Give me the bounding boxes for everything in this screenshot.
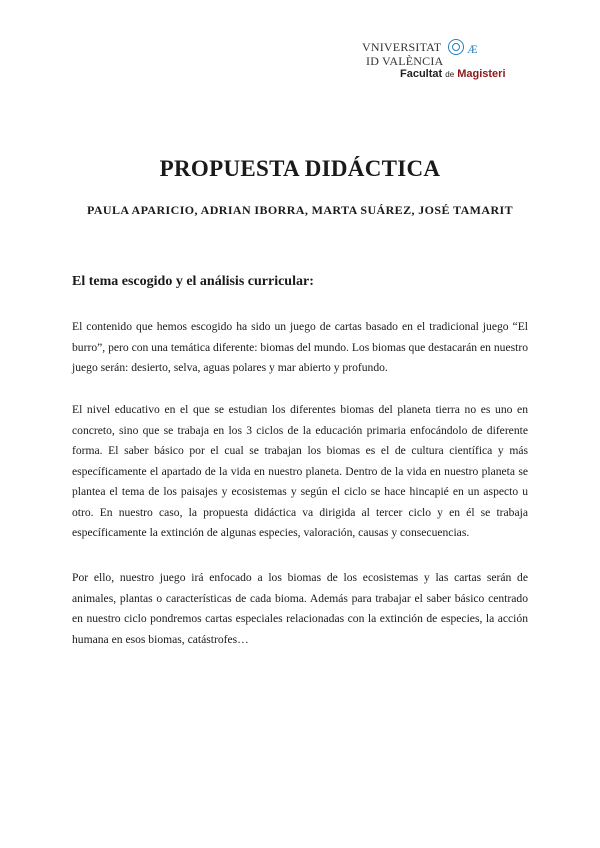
logo-emblem-letters: Æ (467, 42, 478, 56)
body-paragraph-3: Por ello, nuestro juego irá enfocado a los biomas de los ecosistemas y las cartas serán de animales, plantas o características de cada bioma. Además para trabajar el saber básico centrado en nuestro ciclo pondremos cartas especiales relacionadas con la extinción de especies, la acción humana en esos biomas, catástrofes… (72, 571, 528, 646)
logo-faculty-name (400, 68, 506, 80)
logo-university-name-line2: ID VALÈNCIA (366, 54, 444, 68)
logo-faculty-prefix: Facultat (400, 68, 443, 80)
logo-faculty-suffix: Magisteri (457, 68, 506, 80)
university-logo (362, 38, 532, 84)
document-title: PROPUESTA DIDÁCTICA (159, 156, 441, 181)
logo-university-name-line1: VNIVERSITAT (362, 40, 442, 54)
body-paragraph-1: El contenido que hemos escogido ha sido un juego de cartas basado en el tradicional juego “El burro”, pero con una temática diferente: biomas del mundo. Los biomas que destacarán en nuestro juego serán: desierto, selva, aguas polares y mar abierto y profundo. (72, 320, 528, 374)
body-paragraph-2: El nivel educativo en el que se estudian los diferentes biomas del planeta tierra no es uno en concreto, sino que se trabaja en los 3 ciclos de la educación primaria enfocándolo de diferente forma. El saber básico por el cual se trabajan los biomas es el de cultura científica y más específicamente el apartado de la vida en nuestro planeta. Dentro de la vida en nuestro planeta se plantea el tema de los paisajes y ecosistemas y según el ciclo se hace hincapié en un aspecto u otro. En nuestro caso, la propuesta didáctica va dirigida al tercer ciclo y en él se trabaja específicamente la extinción de algunas especies, valoración, causas y consecuencias. (72, 403, 528, 539)
logo-faculty-connector: de (445, 70, 455, 79)
logo-emblem-icon (448, 39, 478, 57)
logo-seal-icon (448, 39, 464, 55)
section-heading: El tema escogido y el análisis curricular: (72, 274, 314, 289)
document-authors: PAULA APARICIO, ADRIAN IBORRA, MARTA SUÁREZ, JOSÉ TAMARIT (87, 203, 513, 217)
